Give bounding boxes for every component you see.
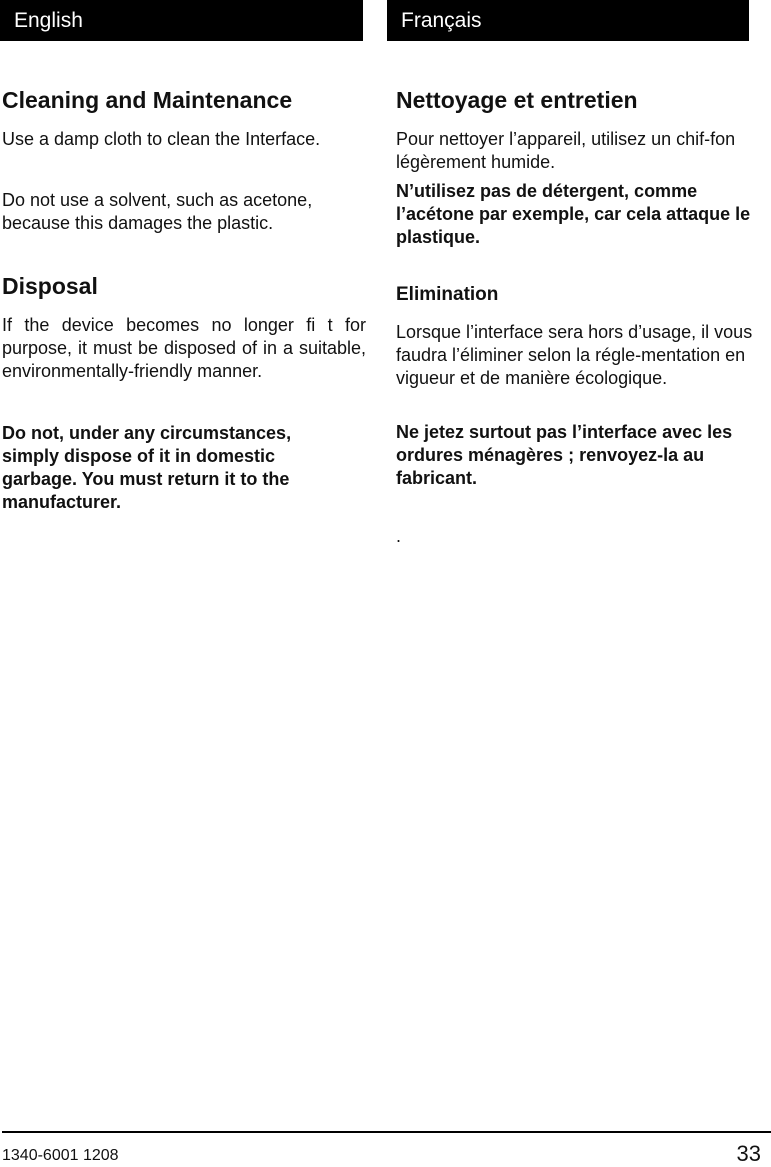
page-number: 33	[736, 1141, 761, 1166]
footer-divider	[2, 1131, 771, 1133]
cleaning-warning-fr: N’utilisez pas de détergent, comme l’acétone par exemple, car cela attaque le plastique.	[396, 181, 751, 247]
cleaning-paragraph-en: Use a damp cloth to clean the Interface.	[2, 129, 321, 149]
document-code: 1340-6001 1208	[2, 1147, 119, 1164]
trailing-dot: .	[396, 526, 402, 546]
language-header-french: Français	[387, 0, 749, 41]
disposal-paragraph-fr: Lorsque l’interface sera hors d’usage, il vous faudra l’éliminer selon la régle-mentation en vigueur et de manière écologique.	[396, 322, 753, 388]
disposal-warning-en: Do not, under any circumstances, simply dispose of it in domestic garbage. You must return it to the manufacturer.	[2, 423, 292, 512]
disposal-heading-en: Disposal	[2, 273, 98, 299]
disposal-warning-fr: Ne jetez surtout pas l’interface avec les ordures ménagères ; renvoyez-la au fabricant.	[396, 422, 733, 488]
cleaning-paragraph-fr: Pour nettoyer l’appareil, utilisez un chif-fon légèrement humide.	[396, 129, 736, 172]
cleaning-heading-fr: Nettoyage et entretien	[396, 87, 638, 113]
disposal-heading-fr: Elimination	[396, 284, 499, 305]
disposal-paragraph-en: If the device becomes no longer fi t for purpose, it must be disposed of in a suitable, environmentally-friendly manner.	[2, 315, 366, 381]
language-header-english: English	[0, 0, 363, 41]
cleaning-heading-en: Cleaning and Maintenance	[2, 87, 293, 113]
solvent-paragraph-en: Do not use a solvent, such as acetone, because this damages the plastic.	[2, 190, 313, 233]
